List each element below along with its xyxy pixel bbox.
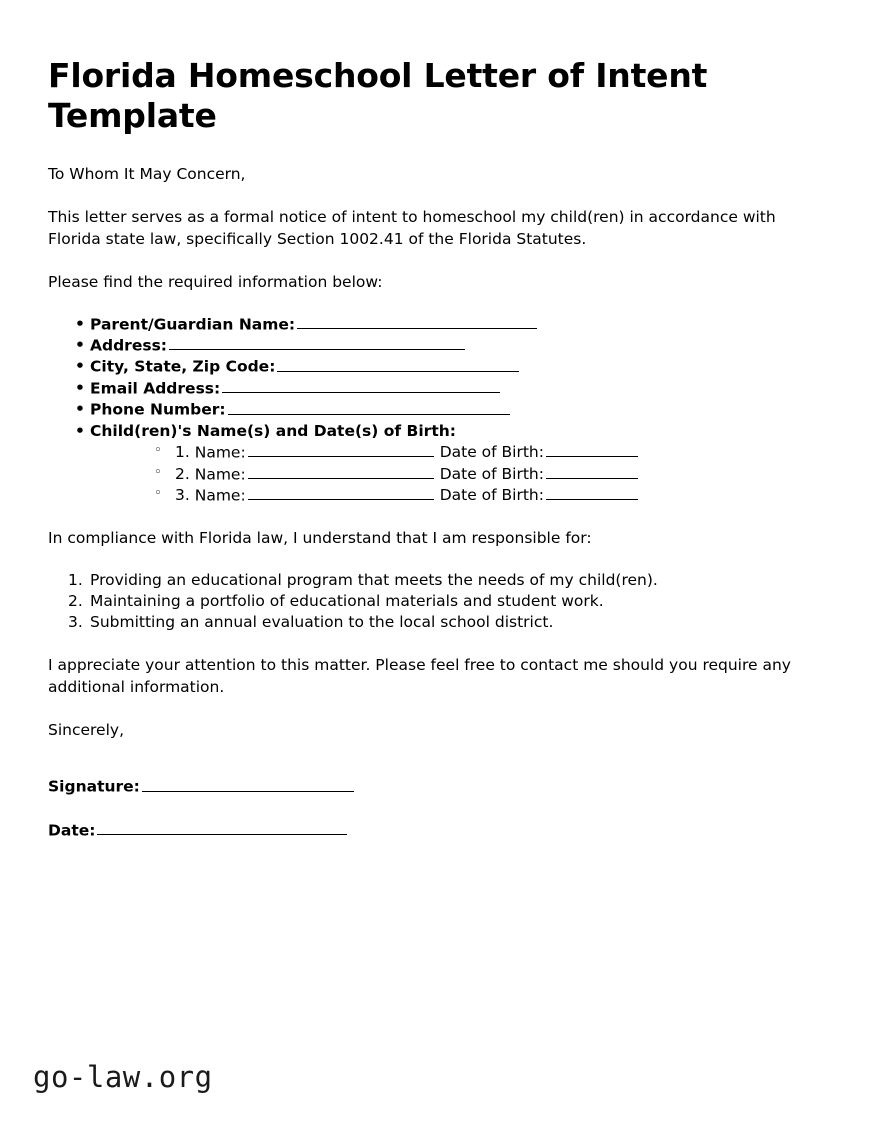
bullet-icon: • xyxy=(75,421,85,440)
list-number: 2. xyxy=(68,591,83,610)
child-number: 2. xyxy=(175,464,190,483)
bullet-icon: • xyxy=(75,335,85,354)
child-dob-field[interactable] xyxy=(546,485,638,500)
list-item xyxy=(48,399,821,420)
document-body xyxy=(48,56,821,863)
email-address-field[interactable] xyxy=(222,378,500,393)
responsibility-text: Maintaining a portfolio of educational materials and student work. xyxy=(90,591,604,610)
circle-bullet-icon: ◦ xyxy=(154,464,162,480)
field-label: Email Address: xyxy=(90,379,221,398)
list-item xyxy=(48,591,821,612)
child-name-label: Name: xyxy=(194,486,246,505)
child-dob-label: Date of Birth: xyxy=(439,486,544,505)
child-name-field[interactable] xyxy=(248,485,434,500)
circle-bullet-icon: ◦ xyxy=(154,443,162,459)
date-field[interactable] xyxy=(97,820,347,835)
child-name-field[interactable] xyxy=(248,442,434,457)
signature-field[interactable] xyxy=(142,776,354,791)
date-label: Date: xyxy=(48,821,96,840)
list-item xyxy=(48,612,821,633)
city-state-zip-field[interactable] xyxy=(277,356,519,371)
bullet-icon: • xyxy=(75,357,85,376)
child-name-label: Name: xyxy=(194,464,246,483)
signature-row xyxy=(48,776,821,797)
child-dob-field[interactable] xyxy=(546,442,638,457)
field-label: City, State, Zip Code: xyxy=(90,357,276,376)
signature-spacer xyxy=(48,762,821,776)
sign-off: Sincerely, xyxy=(48,721,125,740)
footer-watermark: go-law.org xyxy=(33,1060,213,1094)
list-item xyxy=(48,378,821,399)
date-row xyxy=(48,820,821,841)
field-label: Child(ren)'s Name(s) and Date(s) of Birth: xyxy=(90,421,456,440)
instruction-text: Please find the required information below: xyxy=(48,272,383,291)
list-item xyxy=(90,464,821,485)
address-field[interactable] xyxy=(169,335,465,350)
responsibility-text: Providing an educational program that meets the needs of my child(ren). xyxy=(90,570,658,589)
list-item xyxy=(90,442,821,463)
page-title: Florida Homeschool Letter of Intent Template xyxy=(48,56,708,136)
responsibilities-list xyxy=(48,570,821,634)
closing-paragraph: I appreciate your attention to this matter. Please feel free to contact me should you require any additional information. xyxy=(48,656,791,697)
salutation: To Whom It May Concern, xyxy=(48,164,246,183)
child-dob-field[interactable] xyxy=(546,464,638,479)
list-item xyxy=(48,314,821,335)
responsibility-text: Submitting an annual evaluation to the local school district. xyxy=(90,613,554,632)
child-dob-label: Date of Birth: xyxy=(439,464,544,483)
child-name-field[interactable] xyxy=(248,464,434,479)
field-label: Phone Number: xyxy=(90,400,226,419)
field-label: Address: xyxy=(90,336,167,355)
circle-bullet-icon: ◦ xyxy=(154,486,162,502)
parent-guardian-name-field[interactable] xyxy=(297,314,537,329)
child-dob-label: Date of Birth: xyxy=(439,443,544,462)
bullet-icon: • xyxy=(75,400,85,419)
list-item xyxy=(48,335,821,356)
child-number: 3. xyxy=(175,486,190,505)
children-sublist xyxy=(90,442,821,506)
intro-paragraph: This letter serves as a formal notice of intent to homeschool my child(ren) in accordance with Florida state law, specifically Section 1002.41 of the Florida Statutes. xyxy=(48,207,776,248)
field-label: Parent/Guardian Name: xyxy=(90,314,296,333)
bullet-icon: • xyxy=(75,314,85,333)
required-information-list xyxy=(48,314,821,507)
list-item xyxy=(48,421,821,507)
phone-number-field[interactable] xyxy=(228,399,510,414)
bullet-icon: • xyxy=(75,378,85,397)
list-item xyxy=(90,485,821,506)
list-number: 3. xyxy=(68,613,83,632)
list-item xyxy=(48,570,821,591)
child-number: 1. xyxy=(175,443,190,462)
compliance-intro: In compliance with Florida law, I understand that I am responsible for: xyxy=(48,528,592,547)
child-name-label: Name: xyxy=(194,443,246,462)
signature-label: Signature: xyxy=(48,777,140,796)
list-item xyxy=(48,356,821,377)
list-number: 1. xyxy=(68,570,83,589)
